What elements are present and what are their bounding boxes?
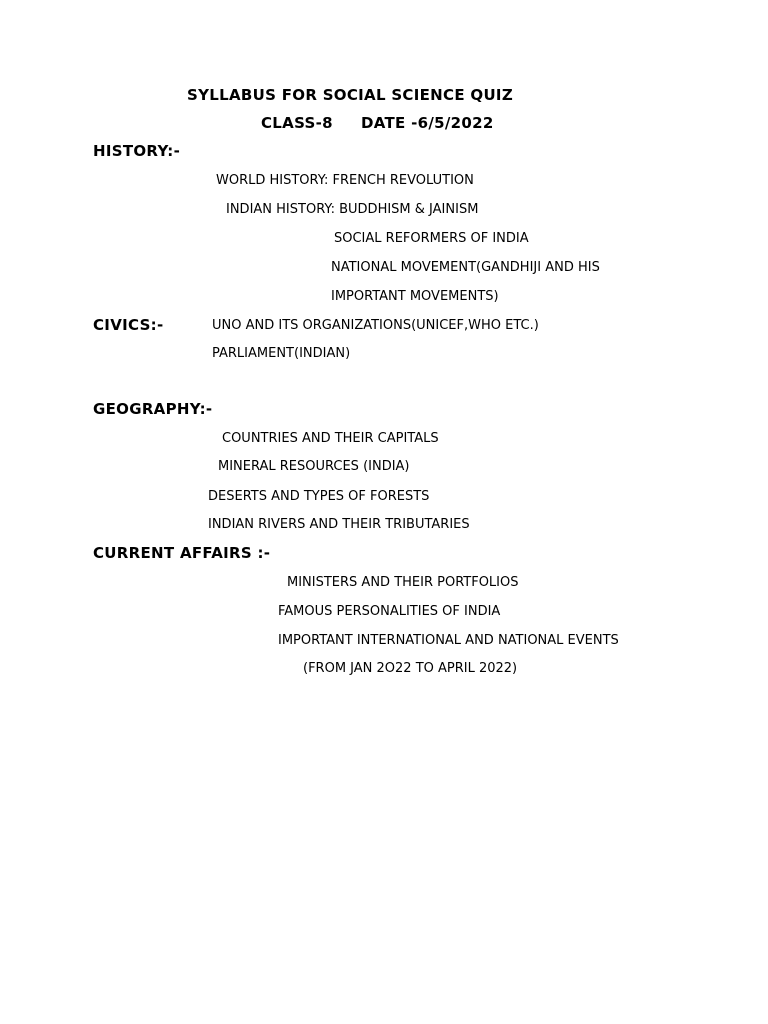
history-item: WORLD HISTORY: FRENCH REVOLUTION — [216, 173, 474, 188]
current-affairs-heading: CURRENT AFFAIRS :- — [93, 544, 271, 562]
class-label: CLASS-8 — [261, 114, 333, 132]
history-item: INDIAN HISTORY: BUDDHISM & JAINISM — [226, 202, 479, 217]
geography-item: MINERAL RESOURCES (INDIA) — [218, 459, 410, 474]
history-item: SOCIAL REFORMERS OF INDIA — [334, 231, 529, 246]
history-item: NATIONAL MOVEMENT(GANDHIJI AND HIS — [331, 260, 600, 275]
current-affairs-item: IMPORTANT INTERNATIONAL AND NATIONAL EVENTS — [278, 633, 619, 648]
history-heading: HISTORY:- — [93, 142, 181, 160]
civics-item: UNO AND ITS ORGANIZATIONS(UNICEF,WHO ETC.) — [212, 318, 539, 333]
current-affairs-item: (FROM JAN 2O22 TO APRIL 2022) — [303, 661, 518, 676]
geography-item: INDIAN RIVERS AND THEIR TRIBUTARIES — [208, 517, 470, 532]
current-affairs-item: FAMOUS PERSONALITIES OF INDIA — [278, 604, 501, 619]
geography-item: COUNTRIES AND THEIR CAPITALS — [222, 431, 439, 446]
geography-heading: GEOGRAPHY:- — [93, 400, 213, 418]
history-item: IMPORTANT MOVEMENTS) — [331, 289, 499, 304]
current-affairs-item: MINISTERS AND THEIR PORTFOLIOS — [287, 575, 519, 590]
document-title: SYLLABUS FOR SOCIAL SCIENCE QUIZ — [187, 86, 513, 104]
date-label: DATE -6/5/2022 — [361, 114, 494, 132]
geography-item: DESERTS AND TYPES OF FORESTS — [208, 489, 430, 504]
civics-item: PARLIAMENT(INDIAN) — [212, 346, 351, 361]
civics-heading: CIVICS:- — [93, 316, 164, 334]
